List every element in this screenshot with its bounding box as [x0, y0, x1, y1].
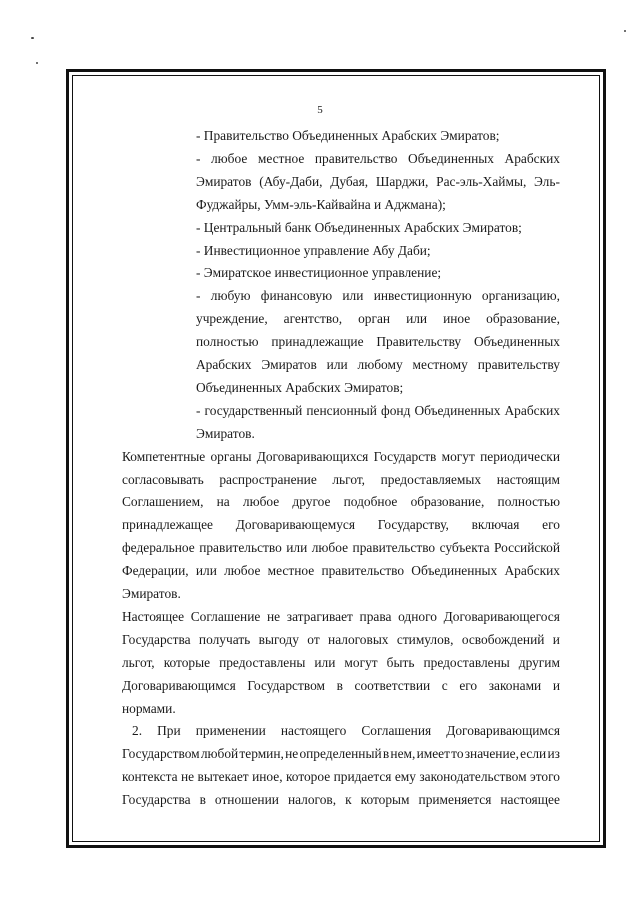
word: или: [286, 540, 308, 556]
word: или: [314, 654, 336, 670]
list-item-line: [196, 333, 560, 351]
word: Государством: [122, 746, 200, 762]
word: периодически: [480, 448, 560, 464]
paragraph-line: [122, 516, 560, 534]
word: Государству,: [377, 517, 449, 533]
word: органы: [210, 448, 252, 464]
word: если: [520, 746, 547, 762]
word: любое: [211, 150, 248, 166]
word: соответствии: [354, 677, 431, 693]
paragraph-line: [122, 562, 560, 580]
word: в: [336, 677, 343, 693]
word: ему: [394, 769, 416, 785]
word: применяется: [418, 792, 492, 808]
word: субъекта: [439, 540, 490, 556]
word: могут: [344, 654, 378, 670]
word: государственный: [204, 402, 303, 418]
word: нем,: [390, 746, 416, 762]
word: пенсионный: [306, 402, 377, 418]
word: организацию,: [481, 288, 560, 304]
word: Соглашение: [190, 608, 261, 624]
word: льгот,: [332, 471, 366, 487]
word: определенный: [299, 746, 382, 762]
word: любое: [242, 494, 280, 510]
word: Государства: [122, 631, 191, 647]
word: Соглашения: [361, 723, 432, 739]
word: то: [451, 746, 464, 762]
word: любой: [200, 746, 239, 762]
word: иное: [443, 311, 471, 327]
word: другим: [518, 654, 560, 670]
word: не: [266, 608, 281, 624]
word: Эмиратов: [196, 173, 252, 189]
word: образование,: [410, 494, 485, 510]
word: Шарджи,: [375, 173, 429, 189]
list-item-line: [196, 150, 560, 168]
word: любое: [311, 540, 349, 556]
word: местному: [412, 357, 468, 372]
word: и: [552, 631, 560, 647]
word: федеральное: [122, 540, 195, 556]
word: настоящее: [500, 792, 560, 808]
paragraph-line: [122, 448, 560, 466]
word: учреждение,: [196, 311, 268, 327]
word: не: [285, 746, 299, 762]
paragraph-line: [122, 677, 560, 695]
word: вытекает: [197, 769, 249, 785]
word: налоговых: [328, 631, 389, 647]
word: орган: [358, 311, 391, 327]
list-item-line: [196, 356, 560, 374]
word: одного: [398, 608, 437, 624]
word: могут: [441, 448, 475, 464]
word: имеет: [416, 746, 450, 762]
list-item-line: Фуджайры, Умм-эль-Кайвайна и Аджмана);: [196, 196, 446, 212]
word: которым: [360, 792, 410, 808]
list-item-line: Эмиратов.: [196, 425, 255, 441]
word: Арабских: [196, 357, 252, 372]
word: предоставлены: [423, 654, 510, 670]
word: настоящим: [496, 471, 560, 487]
word: из: [547, 746, 560, 762]
word: освобождений: [461, 631, 545, 647]
word: в: [382, 746, 390, 762]
word: любому: [357, 357, 403, 372]
word: предоставлены: [219, 654, 306, 670]
paragraph-line: [122, 471, 560, 489]
word: Арабских: [504, 563, 560, 579]
paragraph-line: [122, 745, 560, 763]
word: принадлежащее: [122, 517, 213, 533]
word: его: [542, 517, 560, 533]
word: Арабских: [504, 150, 560, 166]
word: права: [359, 608, 392, 624]
word: образование,: [486, 311, 560, 327]
word: получать: [198, 631, 251, 647]
word: затрагивает: [286, 608, 353, 624]
word: Договаривающимся: [446, 723, 560, 739]
word: Объединенных: [408, 150, 494, 166]
paragraph-line: [122, 654, 560, 672]
word: правительство: [321, 563, 405, 579]
paragraph-line: [122, 608, 560, 626]
word: полностью: [196, 334, 259, 350]
paragraph-line: Эмиратов.: [122, 586, 181, 601]
word: его: [459, 677, 478, 693]
word: законами: [488, 677, 542, 693]
word: Договаривающихся: [256, 448, 369, 464]
scan-speck: [36, 62, 38, 64]
word: значение,: [464, 746, 519, 762]
word: льгот,: [122, 654, 155, 670]
word: применении: [195, 723, 266, 739]
word: подобное: [343, 494, 398, 510]
paragraph-line: [132, 722, 560, 740]
word: финансовую: [260, 288, 333, 304]
scan-speck: [624, 30, 626, 32]
word: термин,: [239, 746, 284, 762]
word: правительству: [477, 357, 560, 372]
word: или: [326, 357, 348, 372]
word: законодательством: [419, 769, 527, 785]
paragraph-line: [122, 539, 560, 557]
paragraph-line: [122, 631, 560, 649]
word: на: [216, 494, 230, 510]
word: инвестиционную: [373, 288, 472, 304]
word: контекста: [122, 769, 178, 785]
word: Договаривающемуся: [235, 517, 355, 533]
word: Государств: [373, 448, 437, 464]
word: Государством: [247, 677, 325, 693]
list-item-line: [196, 173, 560, 191]
word: Правительству: [376, 334, 462, 350]
word: стимулов,: [396, 631, 454, 647]
word: полностью: [497, 494, 560, 510]
word: правительство: [314, 150, 398, 166]
word: или: [195, 563, 217, 579]
word: Федерации,: [122, 563, 189, 579]
list-item-line: - Центральный банк Объединенных Арабских Эмиратов;: [196, 219, 522, 235]
word: иное,: [252, 769, 283, 785]
word: Государства: [122, 792, 191, 808]
word: При: [157, 723, 181, 739]
word: или: [406, 311, 428, 327]
word: которое: [285, 769, 331, 785]
paragraph-line: нормами.: [122, 700, 176, 716]
word: придается: [333, 769, 392, 785]
word: принадлежащие: [271, 334, 364, 350]
word: Договаривающегося: [443, 608, 560, 624]
word: другое: [292, 494, 331, 510]
list-item-line: - Инвестиционное управление Абу Даби;: [196, 242, 431, 258]
page-number: 5: [317, 104, 323, 116]
word: настоящего: [280, 723, 347, 739]
word: Договаривающимся: [122, 677, 236, 693]
list-item-line: - Правительство Объединенных Арабских Эмиратов;: [196, 128, 500, 143]
word: Российской: [494, 540, 560, 556]
word: Дубая,: [330, 173, 369, 189]
word: быть: [386, 654, 415, 670]
word: правительство: [199, 540, 282, 556]
word: или: [342, 288, 364, 304]
list-item-line: [196, 402, 560, 420]
word: Объединенных: [411, 563, 498, 579]
word: распространение: [219, 471, 317, 487]
word: с: [441, 677, 448, 693]
word: к: [345, 792, 352, 808]
word: Рас-эль-Хаймы,: [436, 173, 527, 189]
word: (Абу-Даби,: [259, 173, 323, 189]
word: -: [196, 402, 201, 418]
word: в: [199, 792, 206, 808]
word: согласовывать: [122, 471, 204, 487]
paragraph-line: [122, 493, 560, 511]
list-item-line: Объединенных Арабских Эмиратов;: [196, 379, 404, 395]
word: выгоду: [258, 631, 299, 647]
scan-speck: [31, 37, 34, 39]
word: этого: [529, 769, 560, 785]
word: которые: [163, 654, 211, 670]
list-item-line: [196, 287, 560, 305]
word: Арабских: [504, 402, 560, 418]
word: Эль-: [534, 173, 560, 189]
word: правительство: [352, 540, 436, 556]
word: от: [307, 631, 320, 647]
word: Настоящее: [122, 608, 185, 624]
paragraph-line: [122, 791, 560, 809]
list-item-line: - Эмиратское инвестиционное управление;: [196, 265, 442, 281]
word: не: [180, 769, 195, 785]
word: Эмиратов: [261, 357, 317, 372]
word: любую: [210, 288, 251, 304]
word: местное: [267, 563, 315, 579]
word: -: [196, 150, 201, 166]
word: 2.: [132, 723, 143, 739]
word: налогов,: [287, 792, 337, 808]
word: включая: [471, 517, 520, 533]
word: местное: [257, 150, 305, 166]
word: -: [196, 288, 201, 304]
word: Соглашением,: [122, 494, 204, 510]
word: любое: [224, 563, 261, 579]
word: Компетентные: [122, 448, 206, 464]
word: предоставляемых: [380, 471, 482, 487]
word: отношении: [214, 792, 279, 808]
word: Объединенных: [414, 402, 501, 418]
word: и: [552, 677, 560, 693]
list-item-line: [196, 310, 560, 328]
word: фонд: [381, 402, 411, 418]
paragraph-line: [122, 768, 560, 786]
word: агентство,: [283, 311, 343, 327]
word: Объединенных: [474, 334, 560, 350]
